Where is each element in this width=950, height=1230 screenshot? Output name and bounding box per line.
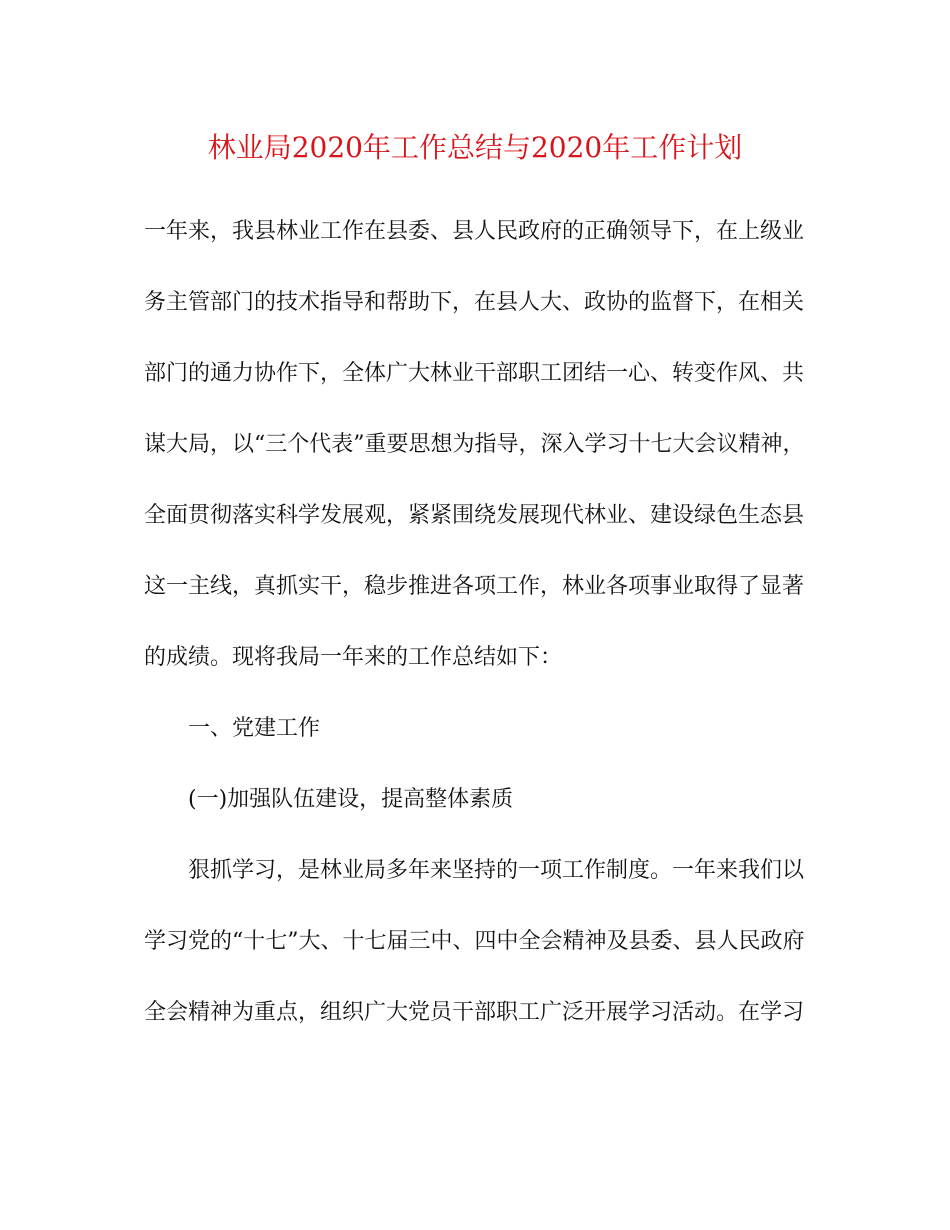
document-title: 林业局2020年工作总结与2020年工作计划	[207, 131, 743, 164]
paragraph-line: 狠抓学习，是林业局多年来坚持的一项工作制度。一年来我们以	[188, 858, 804, 883]
document-body	[144, 196, 804, 1048]
subsection-heading: (一)加强队伍建设，提高整体素质	[188, 787, 514, 812]
paragraph-line: 部门的通力协作下，全体广大林业干部职工团结一心、转变作风、共	[144, 361, 804, 386]
paragraph-line: 务主管部门的技术指导和帮助下，在县人大、政协的监督下，在相关	[144, 290, 804, 315]
section-heading: 一、党建工作	[188, 716, 321, 741]
paragraph-line: 学习党的“十七”大、十七届三中、四中全会精神及县委、县人民政府	[144, 929, 804, 954]
paragraph-line: 一年来，我县林业工作在县委、县人民政府的正确领导下，在上级业	[144, 219, 804, 244]
paragraph-line: 全会精神为重点，组织广大党员干部职工广泛开展学习活动。在学习	[144, 1000, 804, 1025]
paragraph-line: 谋大局，以“三个代表”重要思想为指导，深入学习十七大会议精神，	[144, 432, 804, 457]
paragraph-line: 全面贯彻落实科学发展观，紧紧围绕发展现代林业、建设绿色生态县	[144, 503, 804, 528]
paragraph-line: 这一主线，真抓实干，稳步推进各项工作，林业各项事业取得了显著	[144, 574, 804, 599]
paragraph-line: 的成绩。现将我局一年来的工作总结如下：	[144, 645, 563, 670]
